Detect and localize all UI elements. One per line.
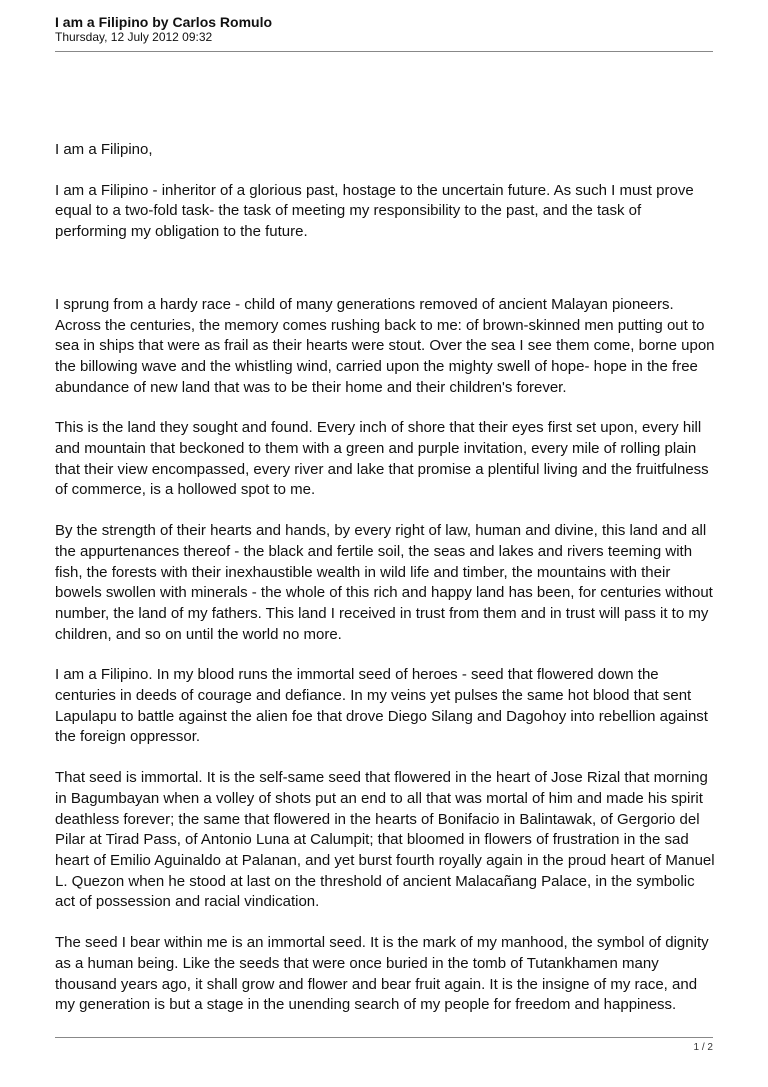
header-divider: [55, 51, 713, 52]
document-date: Thursday, 12 July 2012 09:32: [55, 30, 213, 44]
page-header: [55, 14, 713, 45]
paragraph-greeting: I am a Filipino,: [55, 141, 153, 158]
paragraph: That seed is immortal. It is the self-same seed that flowered in the heart of Jose Rizal that morning in Bagumbayan when a volley of shots put an end to all that was mortal of him and made his spirit deathless forever; the same that flowered in the hearts of Bonifacio in Balintawak, of Gergorio del Pilar at Tirad Pass, of Antonio Luna at Calumpit; that bloomed in flowers of frustration in the sad heart of Emilio Aguinaldo at Palanan, and yet burst fourth royally again in the proud heart of Manuel L. Quezon when he stood at last on the threshold of ancient Malacañang Palace, in the symbolic act of possession and racial vindication.: [55, 769, 715, 911]
paragraph-intro: I am a Filipino - inheritor of a glorious past, hostage to the uncertain future. As such I must prove equal to a two-fold task- the task of meeting my responsibility to the past, and the task of performing my obligation to the future.: [55, 181, 694, 241]
document-title: I am a Filipino by Carlos Romulo: [55, 14, 273, 30]
page-number: 1 / 2: [693, 1042, 713, 1053]
paragraph: The seed I bear within me is an immortal seed. It is the mark of my manhood, the symbol of dignity as a human being. Like the seeds that were once buried in the tomb of Tutankhamen many thousand years ago, it shall grow and flower and bear fruit again. It is the insigne of my race, and my generation is but a stage in the unending search of my people for freedom and happiness.: [55, 934, 709, 1014]
paragraph: I am a Filipino. In my blood runs the immortal seed of heroes - seed that flowered down the centuries in deeds of courage and defiance. In my veins yet pulses the same hot blood that sent Lapulapu to battle against the alien foe that drove Diego Silang and Dagohoy into rebellion against the foreign oppressor.: [55, 666, 708, 746]
footer-divider: [55, 1037, 713, 1038]
paragraph: I sprung from a hardy race - child of many generations removed of ancient Malayan pioneers. Across the centuries, the memory comes rushing back to me: of brown-skinned men putting out to sea in ships that were as frail as their hearts were stout. Over the sea I see them come, borne upon the billowing wave and the whistling wind, carried upon the mighty swell of hope- hope in the free abundance of new land that was to be their home and their children's forever.: [55, 295, 715, 396]
paragraph: By the strength of their hearts and hands, by every right of law, human and divine, this land and all the appurtenances thereof - the black and fertile soil, the seas and lakes and rivers teeming with fish, the forests with their inexhaustible wealth in wild life and timber, the mountains with their bowels swollen with minerals - the whole of this rich and happy land has been, for centuries without number, the land of my fathers. This land I received in trust from them and in trust will pass it to my children, and so on until the world no more.: [55, 522, 713, 643]
paragraph: This is the land they sought and found. Every inch of shore that their eyes first set upon, every hill and mountain that beckoned to them with a green and purple invitation, every mile of rolling plain that their view encompassed, every river and lake that promise a plentiful living and the fruitfulness of commerce, is a hollowed spot to me.: [55, 419, 709, 499]
document-body: [55, 140, 715, 1016]
